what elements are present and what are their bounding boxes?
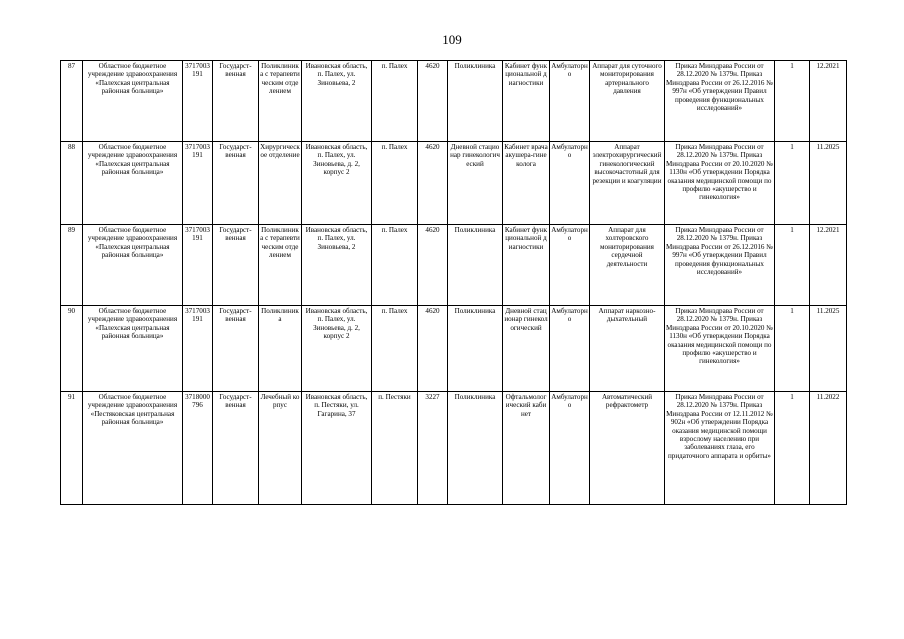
ownership-form: Государст-венная xyxy=(213,306,259,392)
regulation-order: Приказ Минздрава России от 28.12.2020 № 1379н. Приказ Минздрава России от 26.12.2016 № 997н «Об утверждении Правил проведения функциональных исследований» xyxy=(665,61,775,142)
page-number: 109 xyxy=(442,32,462,47)
unit: Поликлиника xyxy=(448,225,503,306)
quantity: 1 xyxy=(775,306,810,392)
organization-code: 3718000796 xyxy=(183,392,213,505)
date: 11.2022 xyxy=(810,392,847,505)
locality: п. Пестяки xyxy=(372,392,418,505)
equipment-table xyxy=(60,60,847,505)
equipment: Аппарат электрохирургический гинекологический высокочастотный для резекции и коагуляции xyxy=(590,142,665,225)
table-row xyxy=(61,61,847,142)
room: Кабинет врача акушера-гинеколога xyxy=(503,142,550,225)
date: 11.2025 xyxy=(810,306,847,392)
regulation-order: Приказ Минздрава России от 28.12.2020 № 1379н. Приказ Минздрава России от 12.11.2012 № 902н «Об утверждении Порядка оказания медицинской помощи взрослому населению при заболеваниях глаза, его придаточного аппарата и орбиты» xyxy=(665,392,775,505)
table-row xyxy=(61,392,847,505)
address: Ивановская область, п. Палех, ул. Зиновьева, 2 xyxy=(302,61,372,142)
organization-name: Областное бюджетное учреждение здравоохранения «Палехская центральная районная больница» xyxy=(83,142,183,225)
organization-code: 3717003191 xyxy=(183,225,213,306)
unit: Поликлиника xyxy=(448,61,503,142)
address: Ивановская область, п. Пестяки, ул. Гагарина, 37 xyxy=(302,392,372,505)
row-number: 88 xyxy=(61,142,83,225)
locality: п. Палех xyxy=(372,142,418,225)
organization-code: 3717003191 xyxy=(183,61,213,142)
date: 12.2021 xyxy=(810,225,847,306)
department: Поликлиника xyxy=(259,306,302,392)
table-row xyxy=(61,142,847,225)
locality: п. Палех xyxy=(372,61,418,142)
care-type: Амбулаторно xyxy=(550,306,590,392)
unit: Дневной стационар гинекологический xyxy=(448,142,503,225)
row-number: 90 xyxy=(61,306,83,392)
unit: Поликлиника xyxy=(448,306,503,392)
postal-code: 4620 xyxy=(418,142,448,225)
organization-name: Областное бюджетное учреждение здравоохранения «Палехская центральная районная больница» xyxy=(83,61,183,142)
department: Лечебный корпус xyxy=(259,392,302,505)
row-number: 89 xyxy=(61,225,83,306)
date: 11.2025 xyxy=(810,142,847,225)
equipment: Автоматический рефрактометр xyxy=(590,392,665,505)
room: Офтальмологический кабинет xyxy=(503,392,550,505)
row-number: 87 xyxy=(61,61,83,142)
regulation-order: Приказ Минздрава России от 28.12.2020 № 1379н. Приказ Минздрава России от 26.12.2016 № 997н «Об утверждении Правил проведения функциональных исследований» xyxy=(665,225,775,306)
organization-name: Областное бюджетное учреждение здравоохранения «Палехская центральная районная больница» xyxy=(83,306,183,392)
address: Ивановская область, п. Палех, ул. Зиновьева, 2 xyxy=(302,225,372,306)
quantity: 1 xyxy=(775,142,810,225)
organization-code: 3717003191 xyxy=(183,142,213,225)
ownership-form: Государст-венная xyxy=(213,392,259,505)
organization-name: Областное бюджетное учреждение здравоохранения «Пестяковская центральная районная больница» xyxy=(83,392,183,505)
row-number: 91 xyxy=(61,392,83,505)
postal-code: 3227 xyxy=(418,392,448,505)
address: Ивановская область, п. Палех, ул. Зиновьева, д. 2, корпус 2 xyxy=(302,306,372,392)
table-row xyxy=(61,225,847,306)
date: 12.2021 xyxy=(810,61,847,142)
ownership-form: Государст-венная xyxy=(213,61,259,142)
room: Дневной стационар гинекологический xyxy=(503,306,550,392)
organization-code: 3717003191 xyxy=(183,306,213,392)
postal-code: 4620 xyxy=(418,225,448,306)
department: Поликлиника с терапевтическим отделением xyxy=(259,61,302,142)
locality: п. Палех xyxy=(372,225,418,306)
care-type: Амбулаторно xyxy=(550,61,590,142)
equipment: Аппарат наркозно-дыхательный xyxy=(590,306,665,392)
quantity: 1 xyxy=(775,392,810,505)
regulation-order: Приказ Минздрава России от 28.12.2020 № 1379н. Приказ Минздрава России от 20.10.2020 № 1130н «Об утверждении Порядка оказания медицинской помощи по профилю «акушерство и гинекология» xyxy=(665,142,775,225)
quantity: 1 xyxy=(775,225,810,306)
room: Кабинет функциональной диагностики xyxy=(503,61,550,142)
department: Хирургическое отделение xyxy=(259,142,302,225)
address: Ивановская область, п. Палех, ул. Зиновьева, д. 2, корпус 2 xyxy=(302,142,372,225)
care-type: Амбулаторно xyxy=(550,142,590,225)
unit: Поликлиника xyxy=(448,392,503,505)
locality: п. Палех xyxy=(372,306,418,392)
regulation-order: Приказ Минздрава России от 28.12.2020 № 1379н. Приказ Минздрава России от 20.10.2020 № 1130н «Об утверждении Порядка оказания медицинской помощи по профилю «акушерство и гинекология» xyxy=(665,306,775,392)
room: Кабинет функциональной диагностики xyxy=(503,225,550,306)
ownership-form: Государст-венная xyxy=(213,142,259,225)
care-type: Амбулаторно xyxy=(550,225,590,306)
equipment: Аппарат для холтеровского мониторирования сердечной деятельности xyxy=(590,225,665,306)
postal-code: 4620 xyxy=(418,306,448,392)
organization-name: Областное бюджетное учреждение здравоохранения «Палехская центральная районная больница» xyxy=(83,225,183,306)
quantity: 1 xyxy=(775,61,810,142)
table-row xyxy=(61,306,847,392)
postal-code: 4620 xyxy=(418,61,448,142)
equipment: Аппарат для суточного мониторирования артериального давления xyxy=(590,61,665,142)
care-type: Амбулаторно xyxy=(550,392,590,505)
department: Поликлиника с терапевтическим отделением xyxy=(259,225,302,306)
ownership-form: Государст-венная xyxy=(213,225,259,306)
